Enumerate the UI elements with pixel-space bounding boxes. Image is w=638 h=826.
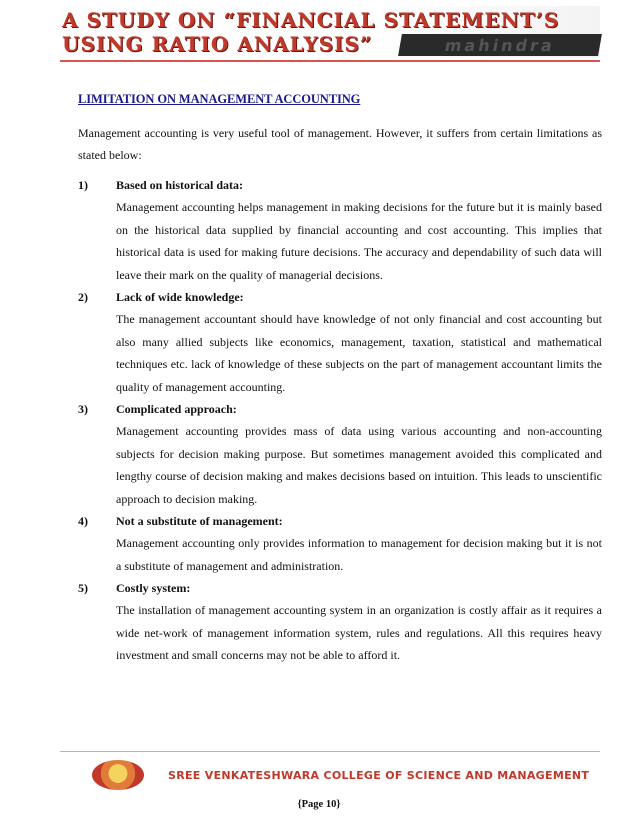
item-number: 4) (78, 514, 88, 528)
college-name: SREE VENKATESHWARA COLLEGE OF SCIENCE AND MANAGEMENT (168, 768, 590, 782)
item-heading: Costly system: (116, 581, 191, 595)
brand-logo-text: mahindra (443, 35, 557, 55)
page-number: {Page 10} (297, 799, 341, 810)
item-body: The installation of management accounting system in an organization is costly affair as it requires a wide net-work of management information system, rules and regulations. All this requires heavy investment and small concerns may not be able to afford it. (116, 603, 602, 662)
item-number: 2) (78, 290, 88, 304)
item-heading: Based on historical data: (116, 178, 244, 192)
list-item (78, 577, 602, 667)
section-title: LIMITATION ON MANAGEMENT ACCOUNTING (78, 92, 361, 106)
header-divider (60, 60, 600, 62)
list-item (78, 174, 602, 286)
item-heading: Not a substitute of management: (116, 514, 283, 528)
item-heading: Lack of wide knowledge: (116, 290, 244, 304)
item-body: The management accountant should have knowledge of not only financial and cost accounting but also many allied subjects like economics, management, taxation, statistical and mathematical techniques etc. lack of knowledge of these subjects on the part of management accountant limits the quality of management accounting. (116, 312, 602, 394)
footer-banner (92, 760, 592, 790)
list-item (78, 398, 602, 510)
item-heading: Complicated approach: (116, 402, 237, 416)
footer-divider (60, 751, 600, 752)
item-body: Management accounting only provides information to management for decision making but it is not a substitute of management and administration. (116, 536, 602, 573)
header-title-line1: A STUDY ON “FINANCIAL STATEMENT’S (62, 8, 560, 32)
item-number: 3) (78, 402, 88, 416)
limitations-list (78, 174, 602, 669)
item-body: Management accounting provides mass of data using various accounting and non-accounting subjects for decision making purpose. But sometimes management avoided this complicated and lengthy course of decision making and makes decisions based on intuition. This leads to unscientific approach to decision making. (116, 424, 602, 506)
item-number: 1) (78, 178, 88, 192)
header-title-line2: USING RATIO ANALYSIS” (62, 32, 373, 56)
college-logo-icon (92, 760, 144, 790)
header-banner (60, 6, 600, 58)
brand-logo (398, 34, 602, 56)
list-item (78, 510, 602, 577)
item-number: 5) (78, 581, 88, 595)
item-body: Management accounting helps management in making decisions for the future but it is mainly based on the historical data supplied by financial accounting and cost accounting. This implies that historical data is used for making future decisions. The accuracy and dependability of such data will leave their mark on the quality of managerial decisions. (116, 200, 602, 282)
list-item (78, 286, 602, 398)
intro-paragraph: Management accounting is very useful tool of management. However, it suffers from certain limitations as stated below: (78, 126, 602, 162)
